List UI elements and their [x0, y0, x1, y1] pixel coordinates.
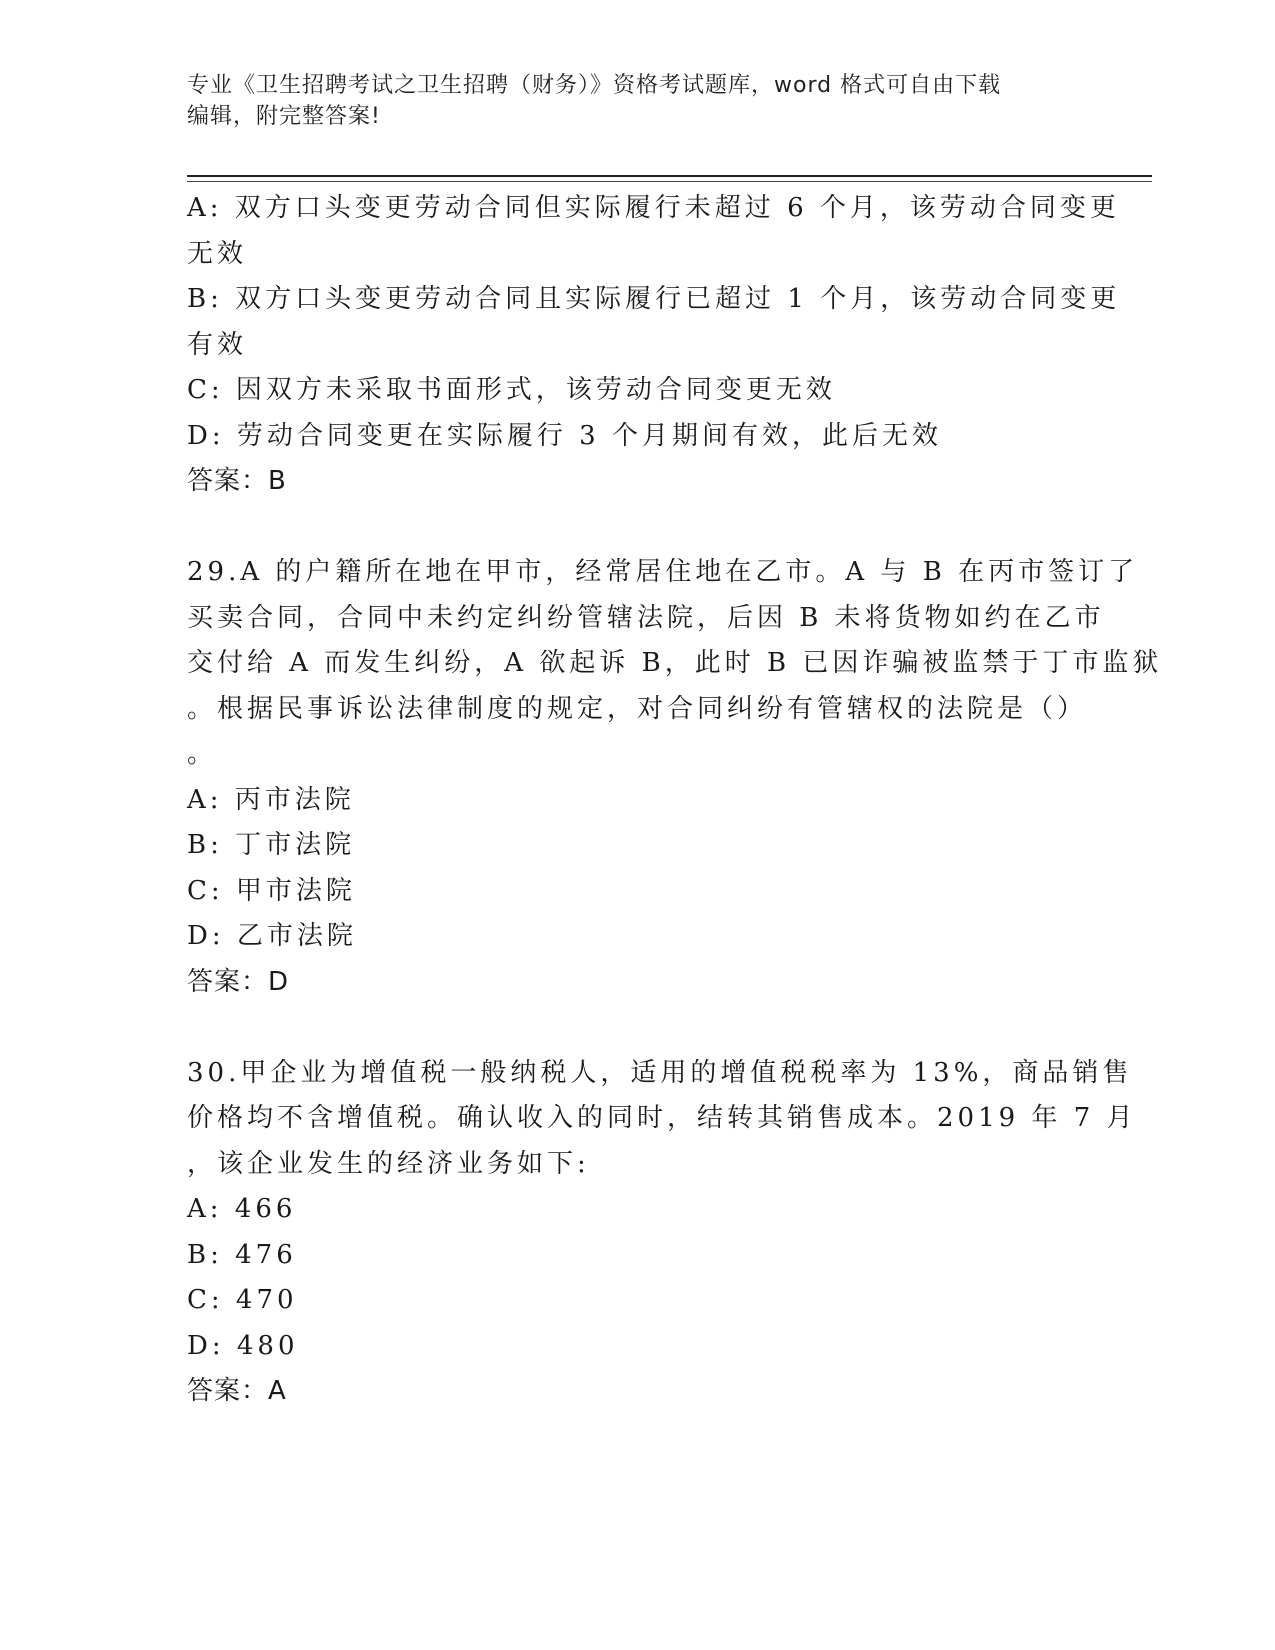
question-28: [187, 186, 1121, 505]
q28-option-b-line-2: 有效: [187, 329, 248, 360]
q28-option-a-line-1: A: 双方口头变更劳动合同但实际履行未超过 6 个月，该劳动合同变更: [187, 193, 1120, 223]
q30-option-c: C: 470: [187, 1285, 298, 1315]
q30-option-b: B: 476: [187, 1239, 297, 1270]
q29-stem-line-3: 交付给 A 而发生纠纷，A 欲起诉 B，此时 B 已因诈骗被监禁于丁市监狱: [187, 648, 1163, 678]
q30-stem-line-3: ，该企业发生的经济业务如下:: [187, 1148, 590, 1179]
q29-option-b: B: 丁市法院: [187, 830, 356, 860]
q30-answer: 答案：A: [187, 1376, 287, 1406]
q29-stem-line-2: 买卖合同，合同中未约定纠纷管辖法院，后因 B 未将货物如约在乙市: [187, 602, 1105, 633]
question-30: [187, 1051, 1137, 1415]
header-line-2: 编辑，附完整答案!: [187, 104, 381, 129]
q28-option-d: D: 劳动合同变更在实际履行 3 个月期间有效，此后无效: [187, 420, 942, 451]
question-list: [187, 186, 1163, 1415]
q28-option-a-line-2: 无效: [187, 238, 248, 269]
q29-stem-line-5: 。: [187, 739, 218, 769]
q30-option-a: A: 466: [187, 1194, 297, 1224]
q28-option-c: C: 因双方未采取书面形式，该劳动合同变更无效: [187, 375, 836, 405]
q29-option-a: A: 丙市法院: [187, 784, 355, 815]
q30-stem-line-2: 价格均不含增值税。确认收入的同时，结转其销售成本。2019 年 7 月: [187, 1103, 1137, 1133]
q29-answer: 答案：D: [187, 966, 290, 997]
header-divider-thin: [187, 181, 1152, 182]
q28-answer: 答案：B: [187, 466, 287, 496]
q29-option-d: D: 乙市法院: [187, 921, 357, 951]
spacer: [187, 1005, 1077, 1051]
q30-stem-line-1: 30.甲企业为增值税一般纳税人，适用的增值税税率为 13%，商品销售: [187, 1057, 1133, 1088]
q29-option-c: C: 甲市法院: [187, 875, 356, 906]
header-line-1: 专业《卫生招聘考试之卫生招聘（财务）》资格考试题库，word 格式可自由下载: [187, 73, 1002, 98]
q29-stem-line-4: 。根据民事诉讼法律制度的规定，对合同纠纷有管辖权的法院是（）: [187, 693, 1088, 724]
question-29: [187, 550, 1163, 1005]
q30-option-d: D: 480: [187, 1330, 299, 1361]
q28-option-b-line-1: B: 双方口头变更劳动合同且实际履行已超过 1 个月，该劳动合同变更: [187, 284, 1121, 314]
header-divider-thick: [187, 175, 1152, 177]
document-header: [187, 70, 1087, 132]
q29-stem-line-1: 29.A 的户籍所在地在甲市，经常居住地在乙市。A 与 B 在丙市签订了: [187, 557, 1139, 587]
spacer: [187, 505, 1077, 551]
